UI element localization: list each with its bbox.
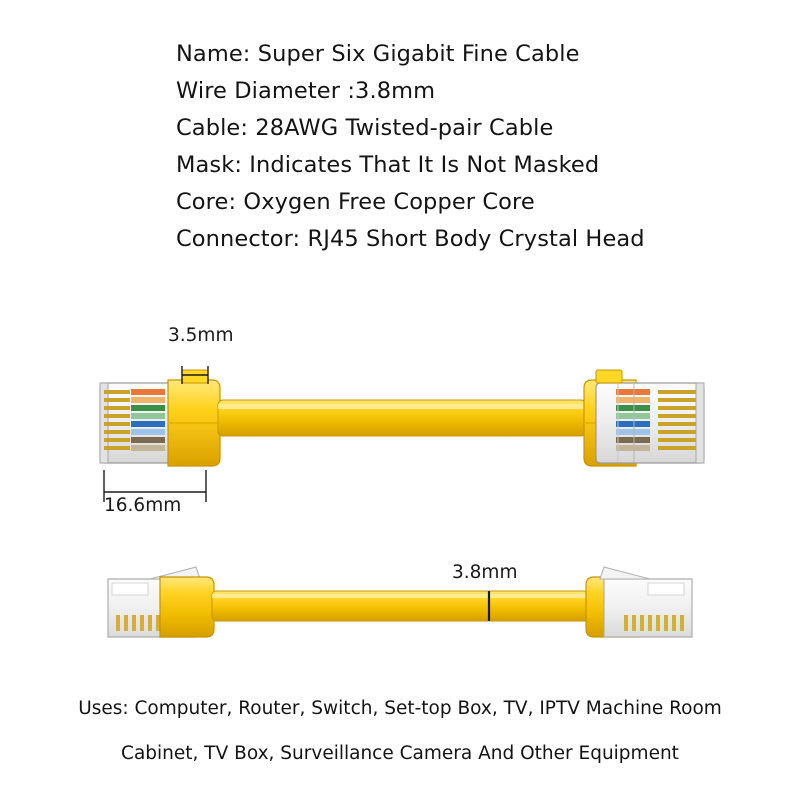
spec-line-name: Name: Super Six Gigabit Fine Cable xyxy=(176,41,580,67)
left-connector-latch xyxy=(182,370,208,383)
left-boot-side xyxy=(160,577,214,637)
right-connector-side-view xyxy=(586,567,692,637)
right-connector-top-view xyxy=(584,370,704,466)
uses-line-2: Cabinet, TV Box, Surveillance Camera And Other Equipment xyxy=(121,743,679,764)
dimension-label-3-8mm: 3.8mm xyxy=(452,562,518,583)
spec-line-connector: Connector: RJ45 Short Body Crystal Head xyxy=(176,226,645,252)
spec-line-wire-diameter: Wire Diameter :3.8mm xyxy=(176,78,436,104)
side-view-figure xyxy=(0,555,800,675)
cable-body-top-view xyxy=(218,400,586,436)
right-connector-latch xyxy=(596,370,622,383)
spec-line-mask: Mask: Indicates That It Is Not Masked xyxy=(176,152,600,178)
uses-block xyxy=(0,686,800,776)
dimension-label-3-5mm: 3.5mm xyxy=(168,325,234,346)
left-connector-top-view xyxy=(100,370,220,466)
specification-list xyxy=(176,36,776,258)
left-connector-side-view xyxy=(108,567,214,637)
dimension-label-16-6mm: 16.6mm xyxy=(104,495,182,516)
spec-line-core: Core: Oxygen Free Copper Core xyxy=(176,189,535,215)
spec-line-cable: Cable: 28AWG Twisted-pair Cable xyxy=(176,115,554,141)
uses-line-1: Uses: Computer, Router, Switch, Set-top Box, TV, IPTV Machine Room xyxy=(78,698,722,719)
